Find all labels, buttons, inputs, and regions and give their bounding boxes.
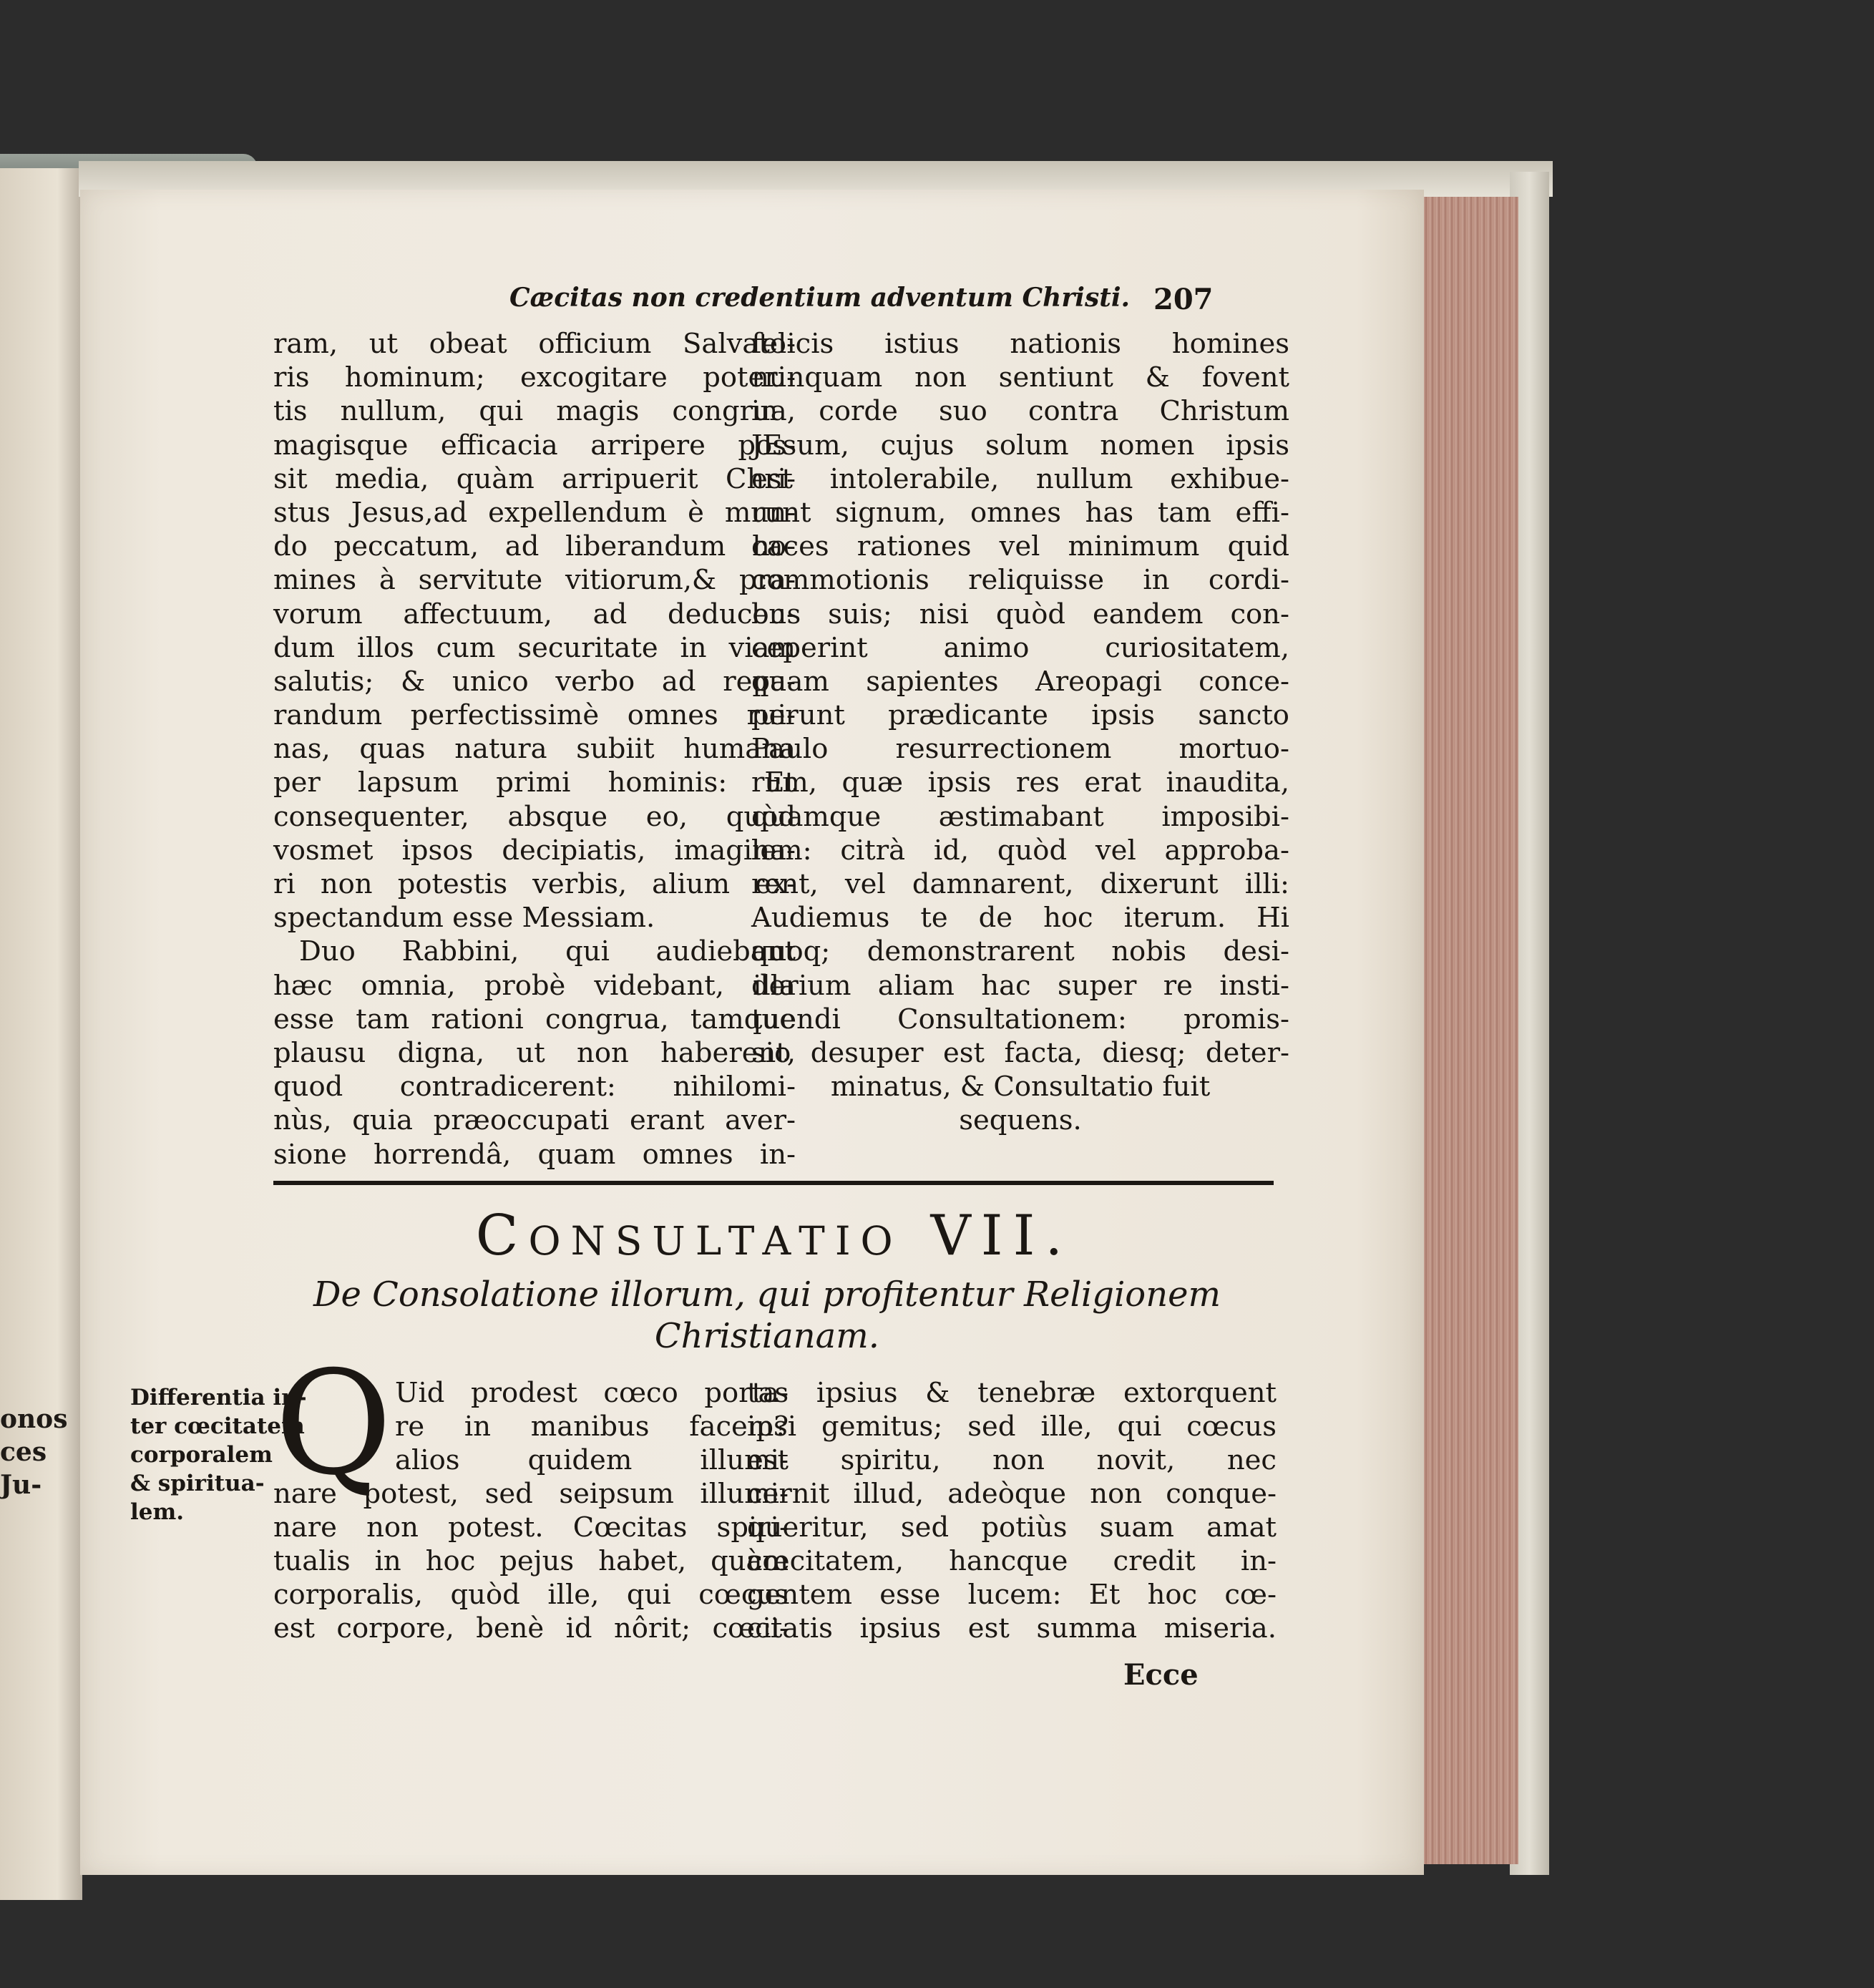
subtitle-line: De Consolatione illorum, qui profitentur Religionem xyxy=(313,1275,1221,1315)
text-line: in corde suo contra Christum xyxy=(751,395,1289,428)
text-line: ri non potestis verbis, alium ex- xyxy=(273,868,796,900)
text-line: sio desuper est facta, diesq; deter- xyxy=(751,1036,1289,1069)
text-column-left xyxy=(273,327,796,1171)
text-line: corporalis, quòd ille, qui cœcus xyxy=(273,1579,789,1611)
text-line: vosmet ipsos decipiatis, imagina- xyxy=(273,834,796,867)
text-line: ram, ut obeat officium Salvato- xyxy=(273,328,796,360)
text-line: cernit illud, adeòque non conque- xyxy=(747,1478,1277,1510)
text-line: per lapsum primi hominis: Et xyxy=(273,766,796,799)
text-column-right-section xyxy=(747,1376,1277,1645)
catchword: Ecce xyxy=(1123,1658,1199,1692)
text-line: dum illos cum securitate in viam xyxy=(273,631,796,664)
margin-note-line: & spiritua- xyxy=(130,1471,265,1496)
text-line: runt signum, omnes has tam effi- xyxy=(751,496,1289,529)
text-line: spectandum esse Messiam. xyxy=(273,902,655,935)
text-line: randum perfectissimè omnes rui- xyxy=(273,699,796,732)
left-page-edge xyxy=(0,168,82,1900)
text-column-right xyxy=(751,327,1289,1138)
margin-note xyxy=(130,1383,307,1526)
text-line: est intolerabile, nullum exhibue- xyxy=(751,462,1289,495)
margin-note-line: Differentia in- xyxy=(130,1385,307,1410)
text-line: quam sapientes Areopagi conce- xyxy=(751,665,1289,698)
text-line: nas, quas natura subiit humana xyxy=(273,733,796,766)
subtitle-line: Christianam. xyxy=(654,1316,880,1356)
text-line: ris hominum; excogitare poteri- xyxy=(273,361,796,394)
text-line: commotionis reliquisse in cordi- xyxy=(751,564,1289,597)
text-line: JEsum, cujus solum nomen ipsis xyxy=(751,429,1289,462)
margin-note-line: corporalem xyxy=(130,1442,273,1468)
text-line: sit media, quàm arripuerit Chri- xyxy=(273,462,796,495)
text-line: minatus, & Consultatio fuit xyxy=(830,1071,1211,1103)
text-line: tualis in hoc pejus habet, quàm xyxy=(273,1545,789,1577)
text-line: queritur, sed potiùs suam amat xyxy=(747,1511,1277,1544)
text-line: salutis; & unico verbo ad repa- xyxy=(273,665,796,698)
text-line: do peccatum, ad liberandum ho- xyxy=(273,530,796,563)
text-line: bus suis; nisi quòd eandem con- xyxy=(751,598,1289,630)
text-line: vorum affectuum, ad deducen- xyxy=(273,598,796,630)
left-fragment: Ju- xyxy=(0,1470,42,1500)
text-line: quoq; demonstrarent nobis desi- xyxy=(751,935,1289,968)
text-line: rum, quæ ipsis res erat inaudita, xyxy=(751,766,1289,799)
text-line: consequenter, absque eo, quòd xyxy=(273,800,796,833)
text-line: re in manibus facem? xyxy=(395,1410,789,1443)
text-line: stus Jesus,ad expellendum è mun- xyxy=(273,496,796,529)
text-line: gentem esse lucem: Et hoc cœ- xyxy=(747,1579,1277,1611)
text-line: felicis istius nationis homines xyxy=(751,328,1289,360)
text-line: magisque efficacia arripere pos- xyxy=(273,429,796,462)
text-line: tuendi Consultationem: promis- xyxy=(751,1003,1289,1036)
text-line: hæc omnia, probè videbant, illa xyxy=(273,969,796,1002)
text-line: esse tam rationi congrua, tamque xyxy=(273,1003,796,1036)
text-line: tas ipsius & tenebræ extorquent xyxy=(747,1377,1277,1409)
margin-note-line: lem. xyxy=(130,1499,185,1525)
text-line: nunquam non sentiunt & fovent xyxy=(751,361,1289,394)
left-margin-fragments xyxy=(0,1403,72,1501)
margin-note-line: ter cœcitatem xyxy=(130,1413,305,1439)
left-fragment: ces xyxy=(0,1437,47,1467)
text-line: plausu digna, ut non haberent, xyxy=(273,1036,796,1069)
text-line: mines à servitute vitiorum,& pra- xyxy=(273,564,796,597)
text-line: quod contradicerent: nihilomi- xyxy=(273,1071,796,1103)
drop-capital: Q xyxy=(275,1340,392,1507)
text-line: citatis ipsius est summa miseria. xyxy=(747,1612,1277,1645)
section-subtitle xyxy=(266,1274,1268,1357)
text-line: Audiemus te de hoc iterum. Hi xyxy=(751,902,1289,935)
text-line: alios quidem illumi- xyxy=(395,1444,789,1476)
text-line: ipsi gemitus; sed ille, qui cœcus xyxy=(747,1410,1277,1443)
text-line: est spiritu, non novit, nec xyxy=(747,1444,1277,1476)
text-line: Duo Rabbini, qui audiebant xyxy=(299,935,796,968)
text-line: quamque æstimabant imposibi- xyxy=(751,800,1289,833)
text-line: sione horrendâ, quam omnes in- xyxy=(273,1138,796,1171)
page-number: 207 xyxy=(1153,283,1214,316)
text-line: rent, vel damnarent, dixerunt illi: xyxy=(751,868,1289,900)
text-line: nare potest, sed seipsum illumi- xyxy=(273,1478,789,1510)
text-line: Paulo resurrectionem mortuo- xyxy=(751,733,1289,766)
text-line: est corpore, benè id nôrit; cœci- xyxy=(273,1612,789,1645)
text-line: perunt prædicante ipsis sancto xyxy=(751,699,1289,732)
text-line: nùs, quia præoccupati erant aver- xyxy=(273,1104,796,1137)
left-fragment: onos xyxy=(0,1404,68,1434)
text-column-left-section xyxy=(273,1376,789,1645)
text-line: lem: citrà id, quòd vel approba- xyxy=(751,834,1289,867)
text-line: Uid prodest cœco porta- xyxy=(395,1377,789,1409)
text-line: sequens. xyxy=(959,1104,1082,1137)
text-line: ceperint animo curiositatem, xyxy=(751,631,1289,664)
text-line: tis nullum, qui magis congrua, xyxy=(273,395,796,428)
running-head: Cæcitas non credentium adventum Christi. xyxy=(509,283,1131,313)
book-page xyxy=(80,190,1424,1875)
text-line: caces rationes vel minimum quid xyxy=(751,530,1289,563)
section-title: Consultatio VII. xyxy=(475,1204,1073,1268)
text-line: derium aliam hac super re insti- xyxy=(751,969,1289,1002)
text-line: nare non potest. Cœcitas spiri- xyxy=(273,1511,789,1544)
section-rule xyxy=(273,1181,1274,1185)
text-line: cœcitatem, hancque credit in- xyxy=(747,1545,1277,1577)
page-fore-edge xyxy=(1420,197,1518,1864)
